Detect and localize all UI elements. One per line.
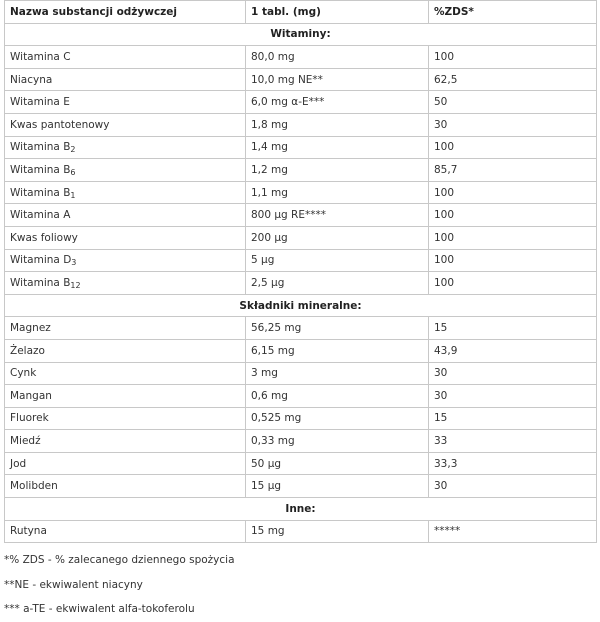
nutrient-name-text: Mangan: [10, 389, 52, 402]
amount-cell: 0,6 mg: [246, 385, 429, 408]
nutrient-name-text: Kwas pantotenowy: [10, 118, 110, 131]
nutrient-name-text: Witamina C: [10, 50, 71, 63]
amount-cell: 1,8 mg: [246, 113, 429, 136]
nutrient-subscript: 1: [70, 190, 76, 200]
footnotes: [4, 548, 596, 622]
nutrient-subscript: 2: [70, 145, 76, 155]
amount-cell: 15 µg: [246, 475, 429, 498]
nutrient-subscript: 3: [71, 258, 77, 268]
amount-cell: 15 mg: [246, 520, 429, 543]
nutrient-name: [5, 181, 246, 204]
amount-cell: 1,4 mg: [246, 136, 429, 159]
table-row: [5, 249, 597, 272]
table-row: [5, 113, 597, 136]
amount-cell: 3 mg: [246, 362, 429, 385]
nutrient-name: [5, 91, 246, 114]
header-amount: 1 tabl. (mg): [246, 1, 429, 24]
nutrient-name-text: Magnez: [10, 322, 51, 335]
table-row: [5, 317, 597, 340]
amount-cell: 0,33 mg: [246, 430, 429, 453]
amount-cell: 50 µg: [246, 452, 429, 475]
percent-rda-cell: 15: [429, 407, 597, 430]
table-header-row: [5, 1, 597, 24]
percent-rda-cell: 100: [429, 226, 597, 249]
nutrient-name: [5, 272, 246, 295]
amount-cell: 0,525 mg: [246, 407, 429, 430]
nutrient-name-text: Miedź: [10, 435, 41, 448]
table-row: [5, 407, 597, 430]
section-title: Składniki mineralne:: [5, 294, 597, 317]
nutrient-name: [5, 113, 246, 136]
table-row: [5, 226, 597, 249]
nutrient-name-text: Niacyna: [10, 73, 53, 86]
amount-cell: 80,0 mg: [246, 46, 429, 69]
table-row: [5, 272, 597, 295]
nutrient-name: [5, 407, 246, 430]
table-row: [5, 520, 597, 543]
section-row: [5, 294, 597, 317]
nutrient-name: [5, 452, 246, 475]
table-row: [5, 159, 597, 182]
nutrient-name: [5, 249, 246, 272]
table-row: [5, 136, 597, 159]
nutrition-table: [4, 0, 597, 543]
amount-cell: 800 µg RE****: [246, 204, 429, 227]
nutrient-name: [5, 136, 246, 159]
nutrient-name: [5, 204, 246, 227]
section-title: Inne:: [5, 498, 597, 521]
table-row: [5, 475, 597, 498]
nutrient-name-text: Fluorek: [10, 412, 49, 425]
section-row: [5, 23, 597, 46]
nutrient-subscript: 6: [70, 167, 76, 177]
table-body: [5, 23, 597, 543]
amount-cell: 200 µg: [246, 226, 429, 249]
nutrient-name-text: Witamina B: [10, 276, 71, 289]
table-row: [5, 452, 597, 475]
percent-rda-cell: 30: [429, 362, 597, 385]
header-nutrient: Nazwa substancji odżywczej: [5, 1, 246, 24]
nutrient-name: [5, 430, 246, 453]
nutrient-name: [5, 520, 246, 543]
percent-rda-cell: 62,5: [429, 68, 597, 91]
footnote-ne: **NE - ekwiwalent niacyny: [4, 578, 143, 591]
percent-rda-cell: 30: [429, 113, 597, 136]
nutrient-name: [5, 226, 246, 249]
percent-rda-cell: 33: [429, 430, 597, 453]
nutrient-name: [5, 317, 246, 340]
amount-cell: 1,1 mg: [246, 181, 429, 204]
nutrient-name: [5, 159, 246, 182]
nutrient-name: [5, 385, 246, 408]
footnote-ate: *** a-TE - ekwiwalent alfa-tokoferolu: [4, 603, 195, 615]
percent-rda-cell: 30: [429, 475, 597, 498]
amount-cell: 6,15 mg: [246, 339, 429, 362]
nutrient-name-text: Witamina A: [10, 209, 71, 222]
nutrient-name-text: Kwas foliowy: [10, 231, 78, 244]
table-row: [5, 68, 597, 91]
percent-rda-cell: 50: [429, 91, 597, 114]
nutrient-name-text: Żelazo: [10, 344, 45, 357]
table-row: [5, 385, 597, 408]
table-row: [5, 181, 597, 204]
amount-cell: 56,25 mg: [246, 317, 429, 340]
nutrient-name: [5, 46, 246, 69]
nutrient-name-text: Molibden: [10, 480, 58, 493]
table-row: [5, 339, 597, 362]
nutrient-name: [5, 339, 246, 362]
nutrient-name: [5, 68, 246, 91]
nutrient-name-text: Cynk: [10, 367, 37, 380]
table-row: [5, 430, 597, 453]
header-percent-rda: %ZDS*: [429, 1, 597, 24]
percent-rda-cell: 100: [429, 46, 597, 69]
percent-rda-cell: 100: [429, 249, 597, 272]
amount-cell: 2,5 µg: [246, 272, 429, 295]
nutrient-name: [5, 362, 246, 385]
table-row: [5, 362, 597, 385]
percent-rda-cell: 33,3: [429, 452, 597, 475]
percent-rda-cell: 100: [429, 272, 597, 295]
table-row: [5, 46, 597, 69]
nutrient-name-text: Witamina B: [10, 186, 71, 199]
amount-cell: 1,2 mg: [246, 159, 429, 182]
nutrient-name-text: Jod: [10, 457, 27, 470]
nutrient-name-text: Witamina B: [10, 141, 71, 154]
percent-rda-cell: 100: [429, 181, 597, 204]
footnote-zds: *% ZDS - % zalecanego dziennego spożycia: [4, 554, 235, 566]
percent-rda-cell: *****: [429, 520, 597, 543]
table-row: [5, 204, 597, 227]
nutrient-name-text: Witamina E: [10, 96, 70, 109]
percent-rda-cell: 100: [429, 136, 597, 159]
nutrient-subscript: 12: [70, 280, 81, 290]
nutrient-name-text: Witamina B: [10, 163, 71, 176]
percent-rda-cell: 85,7: [429, 159, 597, 182]
amount-cell: 10,0 mg NE**: [246, 68, 429, 91]
nutrient-name: [5, 475, 246, 498]
nutrient-name-text: Rutyna: [10, 525, 47, 538]
nutrient-name-text: Witamina D: [10, 254, 72, 267]
table-row: [5, 91, 597, 114]
percent-rda-cell: 30: [429, 385, 597, 408]
section-row: [5, 498, 597, 521]
amount-cell: 6,0 mg α-E***: [246, 91, 429, 114]
percent-rda-cell: 100: [429, 204, 597, 227]
percent-rda-cell: 43,9: [429, 339, 597, 362]
percent-rda-cell: 15: [429, 317, 597, 340]
section-title: Witaminy:: [5, 23, 597, 46]
amount-cell: 5 µg: [246, 249, 429, 272]
